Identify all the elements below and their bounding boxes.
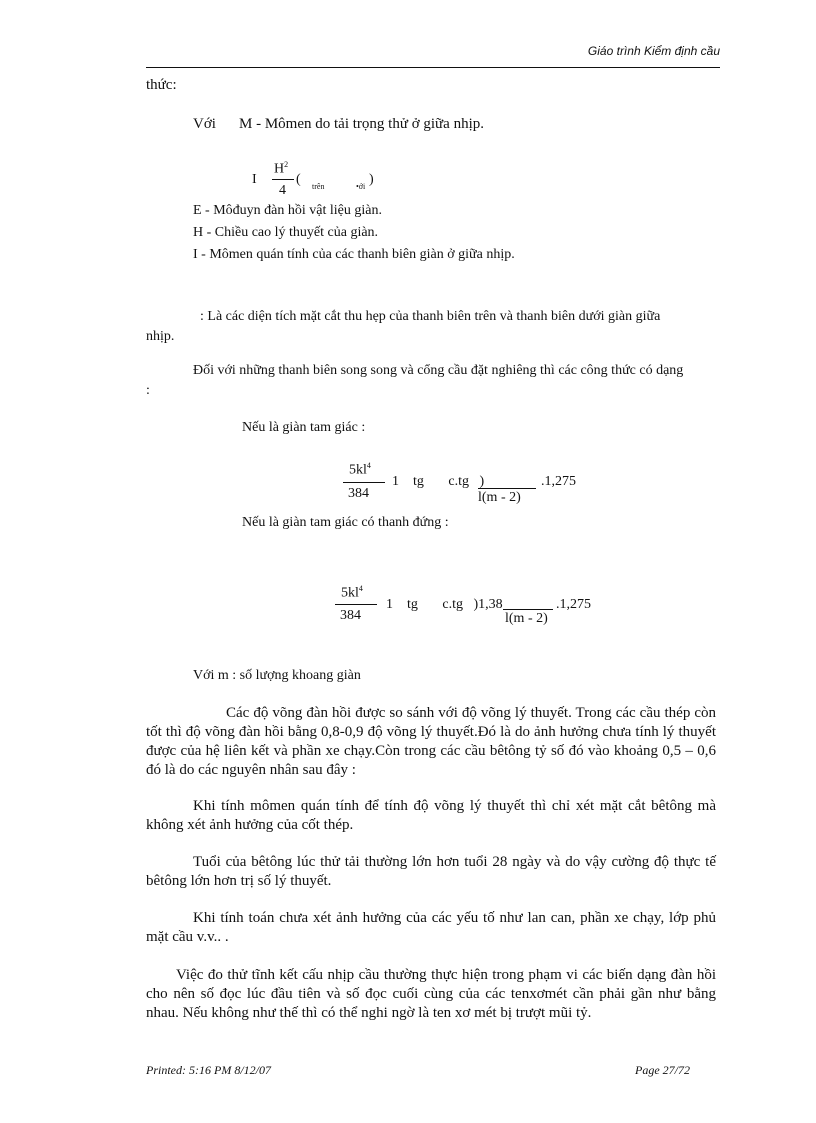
paragraph-reason1: Khi tính mômen quán tính để tính độ võng lý thuyết thì chỉ xét mặt cắt bêtông mà không xét ảnh hưởng của cốt thép.: [146, 798, 716, 833]
formula1-numerator: [349, 461, 371, 479]
paragraph-final: Việc đo thử tĩnh kết cấu nhịp cầu thường thực hiện trong phạm vi các biến dạng đàn hồi cho nên số đọc lúc đầu tiên và số đọc cuối cùng của các tenxơmét cần phải gần như bằng nhau. Nếu không như thế thì có thể nghi ngờ là ten xơ mét bị trượt mũi tỷ.: [146, 967, 716, 1021]
formula-open-paren: (: [296, 172, 301, 187]
running-header: Giáo trình Kiểm định cầu: [587, 44, 720, 58]
formula2-num-base: 5kl: [341, 585, 359, 601]
formula-h-exponent: 2: [284, 160, 289, 169]
e-definition: E - Môđuyn đàn hồi vật liệu giàn.: [193, 203, 382, 218]
triangle-truss-label: Nếu là giàn tam giác :: [242, 420, 366, 435]
formula2-denominator: 384: [340, 608, 361, 623]
formula-h: H: [274, 161, 285, 177]
parallel-chords-line2: :: [146, 383, 150, 398]
formula2-fraction2-line: [503, 609, 553, 610]
formula1-denominator2: l(m - 2): [478, 490, 521, 505]
h-definition: H - Chiều cao lý thuyết của giàn.: [193, 225, 379, 240]
formula-i-symbol: I: [252, 172, 257, 187]
formula1-num-exponent: 4: [366, 461, 371, 470]
footer-printed: Printed: 5:16 PM 8/12/07: [146, 1063, 271, 1077]
formula1-tail: .1,275: [541, 474, 576, 489]
formula2-numerator: [341, 584, 363, 602]
formula-four: 4: [279, 183, 286, 198]
formula-i-fraction-line: [272, 179, 294, 180]
paragraph-reason2: Tuổi của bêtông lúc thử tải thường lớn hơn tuổi 28 ngày và do vậy cường độ thực tế bêtông lớn hơn trị số lý thuyết.: [146, 854, 716, 889]
i-definition: I - Mômen quán tính của các thanh biên giàn ở giữa nhịp.: [193, 247, 515, 262]
formula2-tail: .1,275: [556, 597, 591, 612]
area-definition-line1: : Là các diện tích mặt cắt thu hẹp của thanh biên trên và thanh biên dưới giàn giữa: [200, 309, 661, 324]
formula1-denominator: 384: [348, 486, 369, 501]
footer-page-number: Page 27/72: [635, 1063, 690, 1077]
formula-duoi: •ới: [356, 182, 366, 191]
header-rule: [146, 67, 720, 68]
text-thuc: thức:: [146, 77, 177, 93]
formula2-fraction-line: [335, 604, 377, 605]
formula-close-paren: ): [369, 172, 374, 187]
parallel-chords-line1: Đối với những thanh biên song song và cổng cầu đặt nghiêng thì các công thức có dạng: [193, 363, 684, 378]
m-definition: M - Mômen do tải trọng thử ở giữa nhịp.: [239, 116, 485, 132]
paragraph-reason3: Khi tính toán chưa xét ảnh hưởng của các yếu tố như lan can, phần xe chạy, lớp phủ mặt cầu v.v.. .: [146, 910, 716, 945]
triangle-vertical-label: Nếu là giàn tam giác có thanh đứng :: [242, 515, 449, 530]
formula-h-squared: [274, 160, 288, 178]
formula1-fraction2-line: [478, 488, 536, 489]
formula1-fraction-line: [343, 482, 385, 483]
formula2-denominator2: l(m - 2): [505, 611, 548, 626]
text-voi: Với: [193, 116, 216, 132]
formula2-num-exponent: 4: [358, 584, 363, 593]
formula2-middle: 1 tg c.tg )1,38: [386, 597, 503, 612]
m-count-definition: Với m : số lượng khoang giàn: [193, 668, 361, 683]
formula1-middle: 1 tg c.tg ): [392, 474, 485, 489]
formula-tren: trên: [312, 182, 325, 191]
area-definition-line2: nhịp.: [146, 329, 175, 344]
formula1-num-base: 5kl: [349, 462, 367, 478]
paragraph-compare: Các độ võng đàn hồi được so sánh với độ võng lý thuyết. Trong các cầu thép còn tốt thì độ võng đàn hồi bằng 0,8-0,9 độ võng lý thuyết.Đó là do ảnh hưởng chưa tính lý thuyết được của hệ liên kết và phần xe chạy.Còn trong các cầu bêtông tỷ số đó vào khoảng 0,5 – 0,6 đó là do các nguyên nhân sau đây :: [146, 705, 716, 778]
